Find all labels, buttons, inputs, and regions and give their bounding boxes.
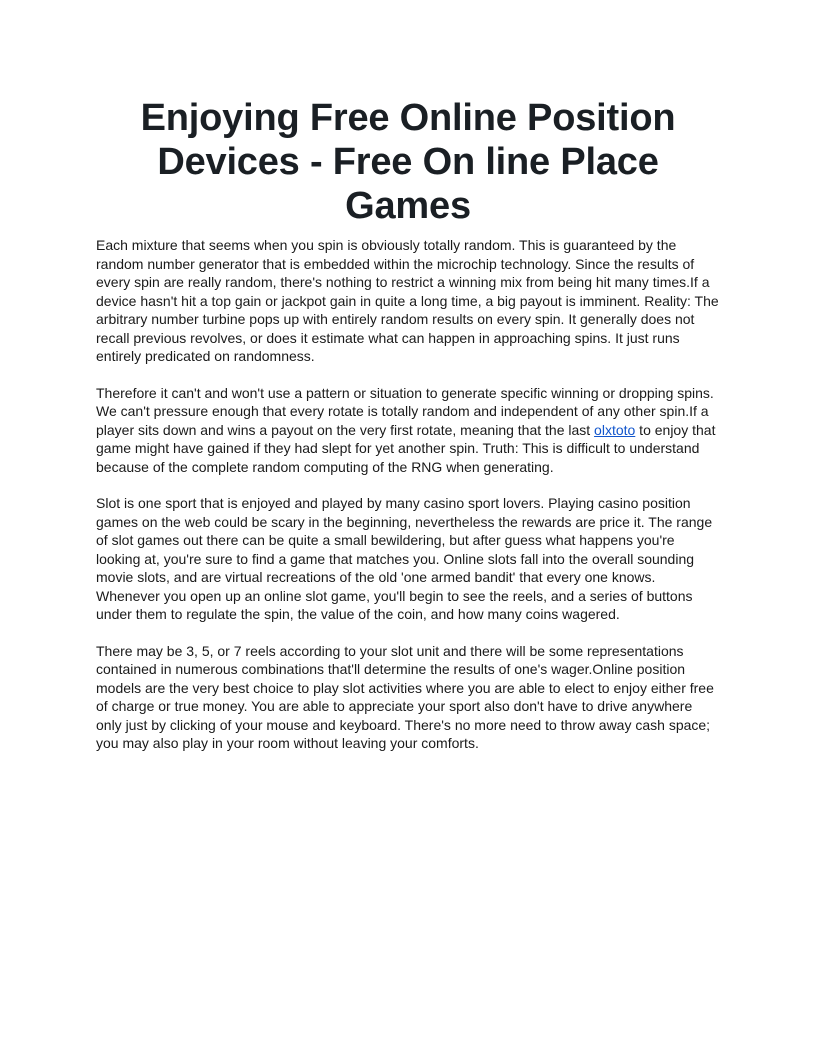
document-page bbox=[96, 96, 720, 771]
paragraph-2-text-after: to enjoy that game might have gained if they had slept for yet another spin. Truth: This is difficult to understand because of the complete random computing of the RNG when generating. bbox=[96, 421, 716, 475]
paragraph-4: There may be 3, 5, or 7 reels according to your slot unit and there will be some representations contained in numerous combinations that'll determine the results of one's wager.Online position models are the very best choice to play slot activities where you are able to elect to enjoy either free of charge or true money. You are able to appreciate your sport also don't have to drive anywhere only just by clicking of your mouse and keyboard. There's no more need to throw away cash space; you may also play in your room without leaving your comforts. bbox=[96, 642, 714, 751]
olxtoto-link[interactable]: olxtoto bbox=[594, 421, 636, 438]
paragraph-2-text-before: Therefore it can't and won't use a pattern or situation to generate specific winning or dropping spins. We can't pressure enough that every rotate is totally random and independent of any other spin.If a player sits down and wins a payout on the very first rotate, meaning that the last bbox=[96, 384, 714, 438]
paragraph-3: Slot is one sport that is enjoyed and played by many casino sport lovers. Playing casino position games on the web could be scary in the beginning, nevertheless the rewards are price it. The range of slot games out there can be quite a small bewildering, but after guess what happens you're looking at, you're sure to find a game that matches you. Online slots fall into the overall sounding movie slots, and are virtual recreations of the old 'one armed bandit' that every one knows. Whenever you open up an online slot game, you'll begin to see the reels, and a series of buttons under them to regulate the spin, the value of the coin, and how many coins wagered. bbox=[96, 495, 713, 622]
paragraph-1: Each mixture that seems when you spin is obviously totally random. This is guaranteed by the random number generator that is embedded within the microchip technology. Since the results of every spin are really random, there's nothing to restrict a winning mix from being hit many times.If a device hasn't hit a top gain or jackpot gain in quite a long time, a big payout is imminent. Reality: The arbitrary number turbine pops up with entirely random results on every spin. It generally does not recall previous revolves, or does it estimate what can happen in approaching spins. It just runs entirely predicated on randomness. bbox=[96, 237, 719, 364]
page-title: Enjoying Free Online Position Devices - Free On line Place Games bbox=[140, 97, 676, 227]
paragraph-2 bbox=[96, 384, 720, 477]
